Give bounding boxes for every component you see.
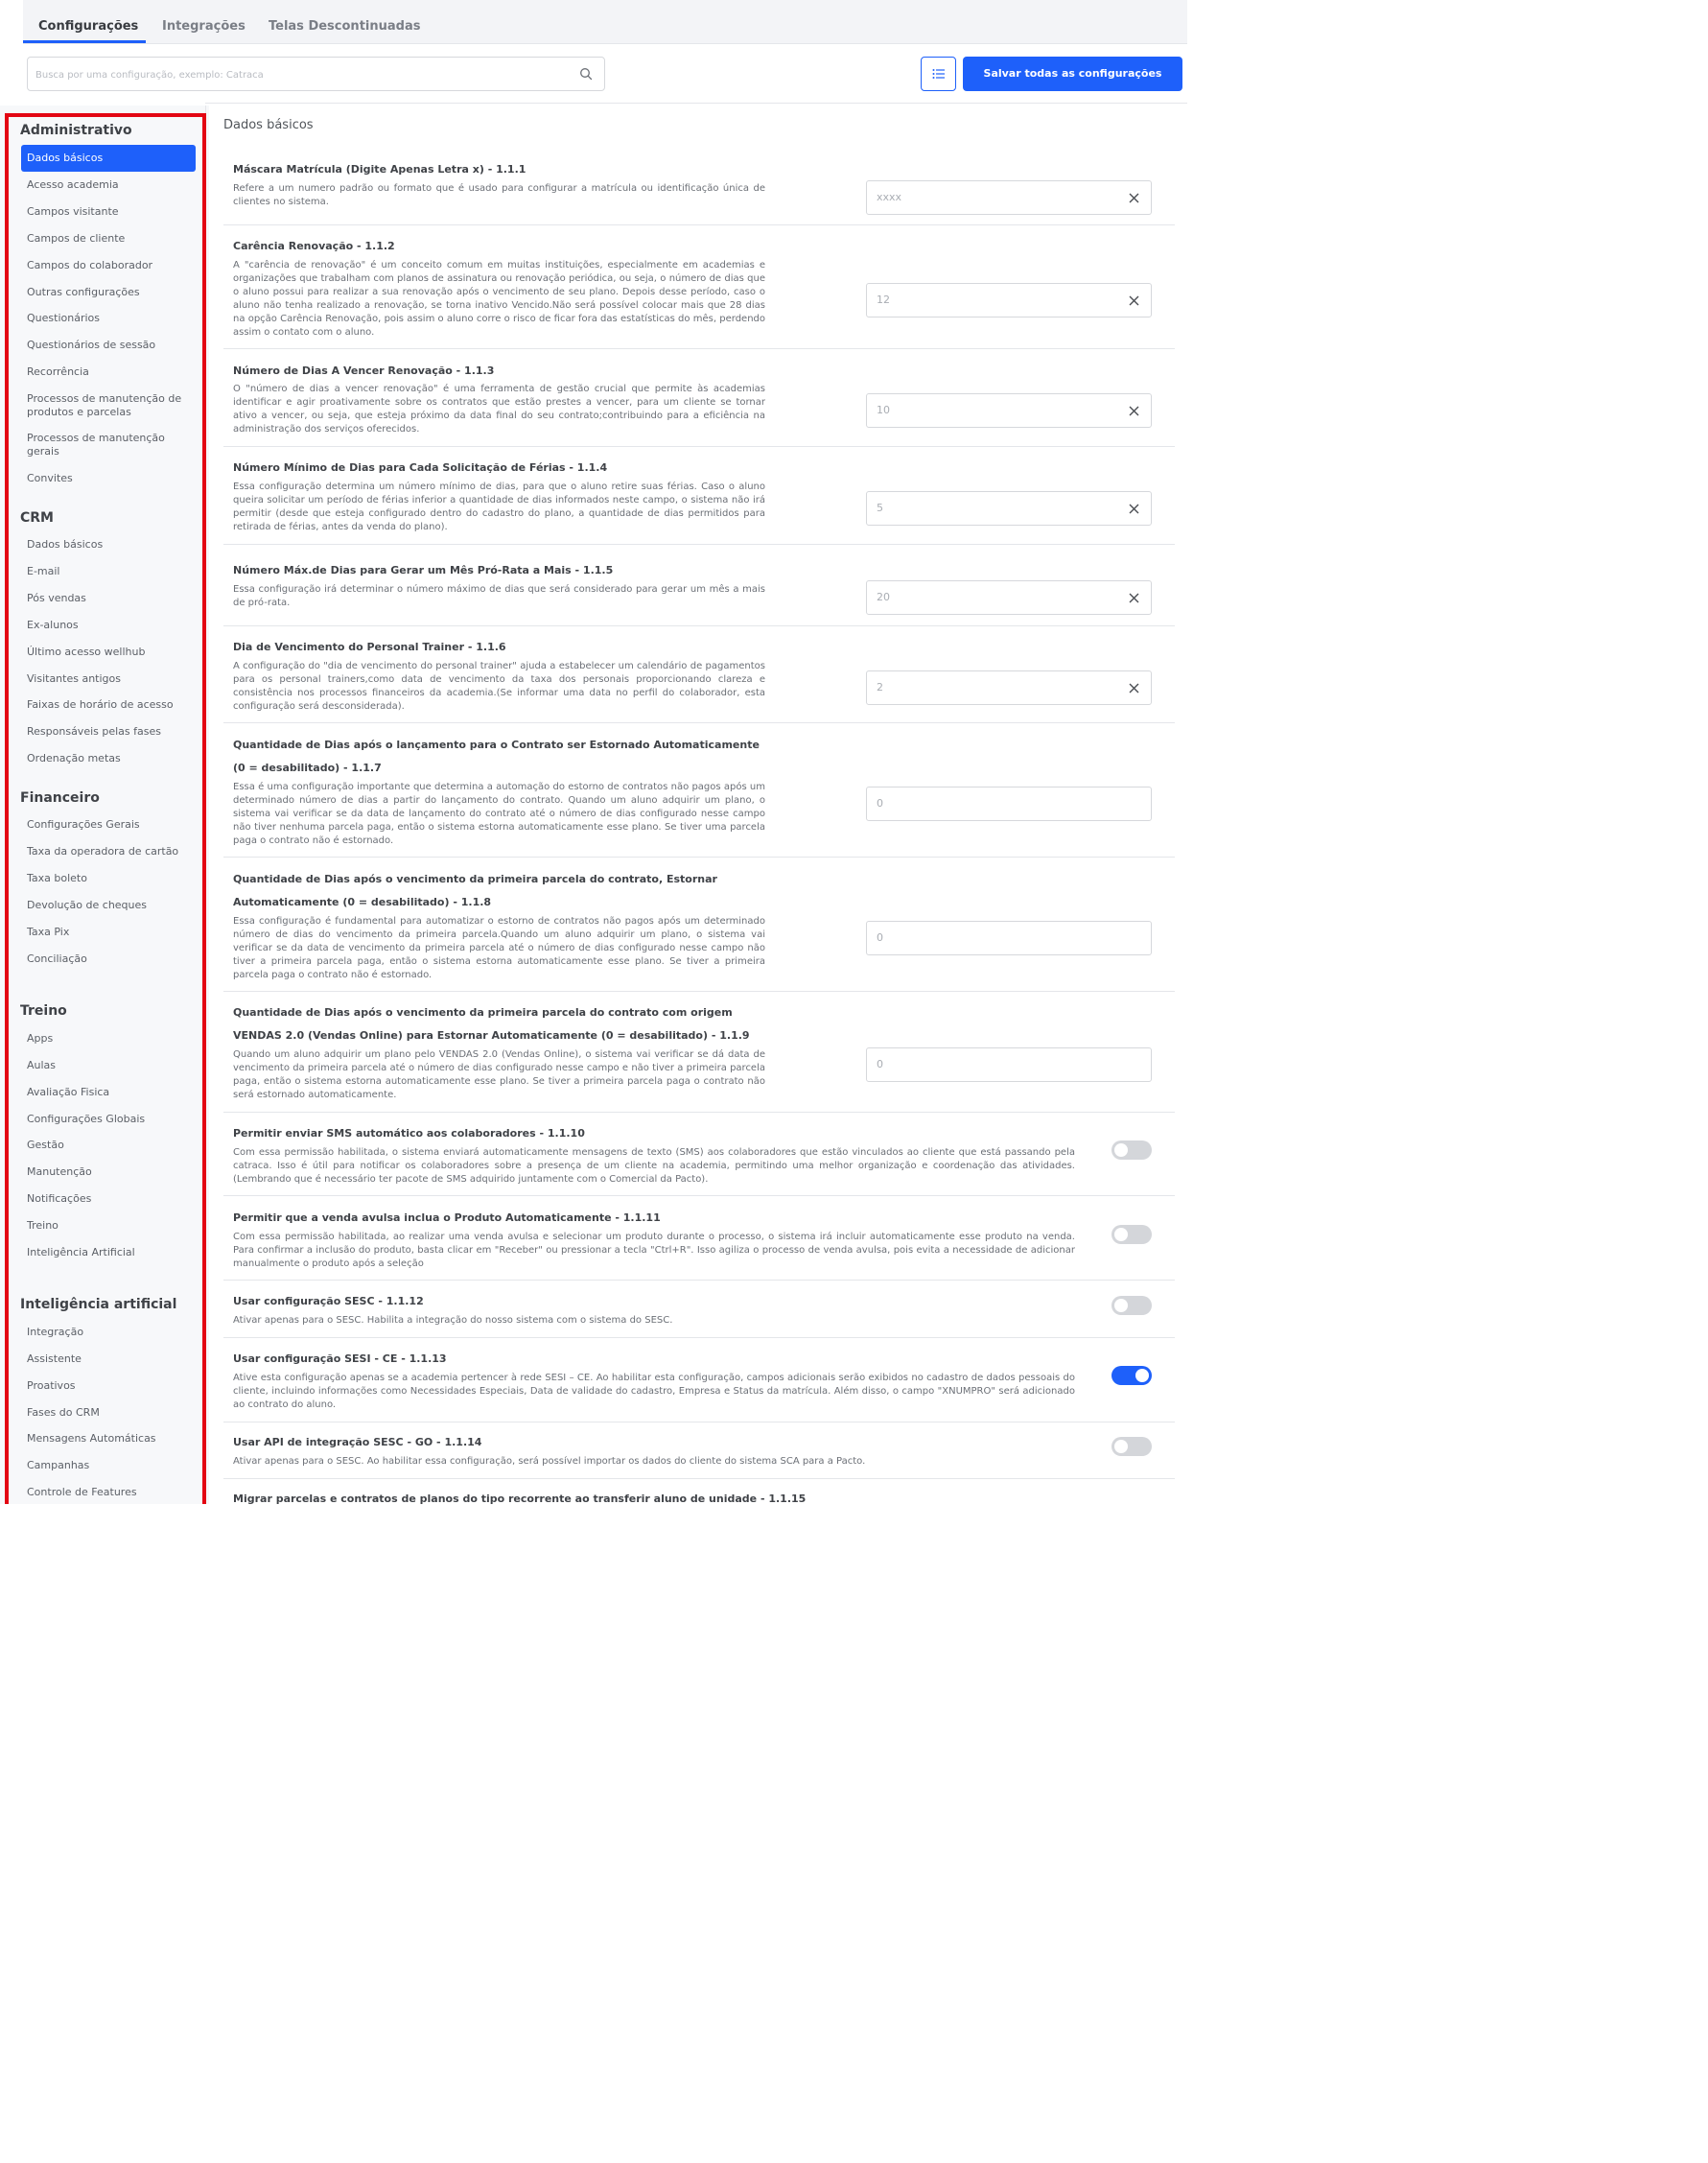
toggle-knob bbox=[1114, 1299, 1128, 1312]
setting-description: Refere a um numero padrão ou formato que é usado para configurar a matrícula ou identificação única de clientes no sistema. bbox=[233, 183, 765, 207]
sidebar-item-campos-colaborador[interactable]: Campos do colaborador bbox=[27, 259, 153, 271]
setting-divider bbox=[223, 1337, 1175, 1338]
setting-description: Com essa permissão habilitada, ao realizar uma venda avulsa e selecionar um produto durante o processo, o sistema irá incluir automaticamente esse produto na venda. Para confirmar a inclusão do produto, basta clicar em "Receber" ou pressionar a tecla "Ctrl+R". Isso agiliza o processo de venda avulsa, pois evita a necessidade de adicionar manualmente o produto após a seleção bbox=[233, 1232, 1075, 1269]
setting-title: Usar configuração SESI - CE - 1.1.13 bbox=[233, 1352, 447, 1365]
sidebar-group-inteligencia-artificial: Inteligência artificial bbox=[20, 1297, 177, 1312]
sidebar-item-configuracoes-globais[interactable]: Configurações Globais bbox=[27, 1113, 146, 1125]
sidebar-item-mensagens-automaticas[interactable]: Mensagens Automáticas bbox=[27, 1432, 156, 1445]
setting-description: Ative esta configuração apenas se a academia pertencer à rede SESI – CE. Ao habilitar esta configuração, campos adicionais serão exibidos no cadastro de dados pessoais do cliente, incluindo informações como Necessidades Especiais, Data de validade do cadastro, Empresa e Status da matrícula. Além disso, o campo "XNUMPRO" será adicionado ao contrato do aluno. bbox=[233, 1373, 1075, 1410]
setting-value-input[interactable] bbox=[866, 283, 1152, 317]
setting-title: Permitir que a venda avulsa inclua o Produto Automaticamente - 1.1.11 bbox=[233, 1211, 661, 1224]
tab-integracoes[interactable]: Integrações bbox=[162, 19, 246, 34]
setting-description: Essa configuração determina um número mínimo de dias, para que o aluno retire suas férias. Caso o aluno queira solicitar um período de férias inferior a quantidade de dias informados neste campo, o sistema não irá permitir (desde que esteja configurado dentro do cadastro do plano, a quantidade de dias permitidos para retirada de férias, antes da venda do plano). bbox=[233, 482, 765, 532]
toggle-knob bbox=[1114, 1440, 1128, 1453]
setting-divider bbox=[223, 857, 1175, 858]
sidebar-item-controle-features[interactable]: Controle de Features bbox=[27, 1486, 137, 1498]
setting-divider bbox=[223, 1478, 1175, 1479]
sidebar-item-questionarios-sessao[interactable]: Questionários de sessão bbox=[27, 339, 156, 351]
sidebar-item-devolucao-cheques[interactable]: Devolução de cheques bbox=[27, 899, 148, 911]
setting-value: 0 bbox=[877, 1058, 883, 1070]
setting-description: Essa configuração é fundamental para automatizar o estorno de contratos não pagos após um determinado número de dias do vencimento da primeira parcela.Quando um aluno adquirir um plano, o sistema vai verificar se da data de vencimento da primeira parcela até o número de dias configurado nesse campo não tiver a primeira parcela paga, então o sistema estorna automaticamente esse plano. Se tiver a primeira parcela paga o contrato não é estornado. bbox=[233, 916, 765, 980]
toggle-knob bbox=[1114, 1228, 1128, 1241]
setting-description: O "número de dias a vencer renovação" é uma ferramenta de gestão crucial que permite às academias identificar e agir proativamente sobre os contratos que estão prestes a vencer, para um cliente se tornar ativo a vencer, ou seja, que esteja próximo da data final do seu contrato;contribuindo para a eficiência na administração dos serviços oferecidos. bbox=[233, 384, 765, 435]
setting-value: 5 bbox=[877, 502, 883, 514]
setting-value-input[interactable] bbox=[866, 580, 1152, 615]
list-view-button[interactable] bbox=[921, 57, 956, 91]
close-icon[interactable] bbox=[1129, 504, 1139, 514]
close-icon[interactable] bbox=[1129, 295, 1139, 306]
sidebar-item-avaliacao-fisica[interactable]: Avaliação Fisica bbox=[27, 1086, 110, 1098]
setting-divider bbox=[223, 544, 1175, 545]
top-bar bbox=[0, 0, 1187, 104]
setting-title: Número de Dias A Vencer Renovação - 1.1.3 bbox=[233, 364, 495, 377]
setting-description: Ativar apenas para o SESC. Habilita a integração do nosso sistema com o sistema do SESC. bbox=[233, 1315, 673, 1326]
setting-description: Com essa permissão habilitada, o sistema enviará automaticamente mensagens de texto (SMS) aos colaboradores que estão vinculados ao cliente que está passando pela catraca. Isso é útil para notificar os colaboradores sobre a presença de um cliente na academia, permitindo uma melhor organização e coordenação das atividades.(Lembrando que é necessário ter pacote de SMS adquirido juntamente com o Comercial da Pacto). bbox=[233, 1147, 1075, 1185]
setting-value: 12 bbox=[877, 294, 890, 306]
sidebar-item-responsaveis-fases[interactable]: Responsáveis pelas fases bbox=[27, 725, 161, 738]
sesi-ce-toggle[interactable] bbox=[1111, 1366, 1152, 1385]
sidebar-item-treino[interactable]: Treino bbox=[27, 1219, 58, 1232]
tab-configuracoes[interactable]: Configurações bbox=[38, 19, 139, 34]
sidebar-item-ordenacao-metas[interactable]: Ordenação metas bbox=[27, 752, 121, 764]
sidebar-item-treino-ia[interactable]: Inteligência Artificial bbox=[27, 1246, 135, 1258]
setting-value-input[interactable] bbox=[866, 491, 1152, 526]
setting-value-input[interactable] bbox=[866, 670, 1152, 705]
sidebar-item-crm-dados-basicos[interactable]: Dados básicos bbox=[27, 538, 104, 551]
sidebar-item-campos-cliente[interactable]: Campos de cliente bbox=[27, 232, 126, 245]
sidebar-item-acesso-academia[interactable]: Acesso academia bbox=[27, 178, 119, 191]
setting-title: Usar API de integração SESC - GO - 1.1.14 bbox=[233, 1436, 482, 1448]
page-title: Dados básicos bbox=[223, 118, 314, 132]
sidebar-item-questionarios[interactable]: Questionários bbox=[27, 312, 100, 324]
setting-description: A configuração do "dia de vencimento do personal trainer" ajuda a estabelecer um calendário de pagamentos para os personal trainers,como data de vencimento da taxa dos personais proporcionando clareza e consistência nos processos financeiros da academia.(Se informar uma data no perfil do colaborador, esta configuração será desconsiderada). bbox=[233, 661, 765, 712]
setting-title: Número Máx.de Dias para Gerar um Mês Pró-Rata a Mais - 1.1.5 bbox=[233, 564, 614, 576]
sidebar-item-campos-visitante[interactable]: Campos visitante bbox=[27, 205, 119, 218]
sms-toggle[interactable] bbox=[1111, 1140, 1152, 1160]
setting-title: Migrar parcelas e contratos de planos do tipo recorrente ao transferir aluno de unidade - 1.1.15 bbox=[233, 1493, 807, 1505]
setting-value-input[interactable] bbox=[866, 393, 1152, 428]
sidebar-item-conciliacao[interactable]: Conciliação bbox=[27, 952, 87, 965]
setting-title: Carência Renovação - 1.1.2 bbox=[233, 240, 395, 252]
sidebar-item-ex-alunos[interactable]: Ex-alunos bbox=[27, 619, 79, 631]
setting-title: Quantidade de Dias após o vencimento da primeira parcela do contrato com origem VENDAS 2.0 (Vendas Online) para Estornar Automaticamente (0 = desabilitado) - 1.1.9 bbox=[233, 1006, 750, 1042]
setting-title: Quantidade de Dias após o lançamento para o Contrato ser Estornado Automaticamente (0 = desabilitado) - 1.1.7 bbox=[233, 739, 760, 774]
toggle-knob bbox=[1135, 1369, 1149, 1382]
close-icon[interactable] bbox=[1129, 193, 1139, 203]
sidebar-item-recorrencia[interactable]: Recorrência bbox=[27, 365, 89, 378]
setting-value-input[interactable] bbox=[866, 921, 1152, 955]
sidebar-item-taxa-pix[interactable]: Taxa Pix bbox=[27, 926, 70, 938]
close-icon[interactable] bbox=[1129, 683, 1139, 694]
sidebar-item-gestao[interactable]: Gestão bbox=[27, 1139, 64, 1151]
setting-description: Essa é uma configuração importante que determina a automação do estorno de contratos não pagos após um determinado número de dias a partir do lançamento do contrato. Quando um aluno adquirir um plano, o sistema vai verificar se da data de lançamento do contrato até o número de dias configurado nesse campo não tiver nenhuma parcela paga, então o sistema estorna automaticamente esse plano. Se tiver uma parcela paga o contrato não é estornado. bbox=[233, 782, 765, 846]
setting-value: 2 bbox=[877, 681, 883, 694]
setting-title: Quantidade de Dias após o vencimento da primeira parcela do contrato, Estornar Automaticamente (0 = desabilitado) - 1.1.8 bbox=[233, 873, 717, 908]
setting-description: A "carência de renovação" é um conceito comum em muitas instituições, especialmente em academias e organizações que trabalham com planos de assinatura ou renovação periódica, ou seja, o número de dias que o aluno possui para realizar a sua renovação após o vencimento de seu plano. Depois desse período, caso o aluno não tenha realizado a renovação, se torna inativo Vencido.Não será possível colocar mais que 28 dias na opção Carência Renovação, pois assim o aluno corre o risco de ficar fora das estatísticas do mês, perdendo assim o contato com o aluno. bbox=[233, 260, 765, 338]
sidebar-item-notificacoes[interactable]: Notificações bbox=[27, 1192, 92, 1205]
sidebar-item-taxa-operadora-cartao[interactable]: Taxa da operadora de cartão bbox=[27, 845, 179, 858]
setting-value: 0 bbox=[877, 931, 883, 944]
tab-telas-descontinuadas[interactable]: Telas Descontinuadas bbox=[269, 19, 421, 34]
setting-description: Ativar apenas para o SESC. Ao habilitar essa configuração, será possível importar os dados do cliente do sistema SCA para a Pacto. bbox=[233, 1456, 866, 1467]
setting-divider bbox=[223, 1280, 1175, 1281]
tabs-divider bbox=[23, 43, 1187, 44]
list-icon bbox=[932, 68, 946, 80]
sidebar-item-pos-vendas[interactable]: Pós vendas bbox=[27, 592, 86, 604]
sidebar-item-aulas[interactable]: Aulas bbox=[27, 1059, 57, 1071]
sidebar-item-taxa-boleto[interactable]: Taxa boleto bbox=[27, 872, 87, 884]
search-icon[interactable] bbox=[579, 67, 593, 81]
sidebar-group-treino: Treino bbox=[20, 1003, 67, 1019]
sidebar-item-faixas-horario[interactable]: Faixas de horário de acesso bbox=[27, 698, 174, 711]
setting-title: Máscara Matrícula (Digite Apenas Letra x) - 1.1.1 bbox=[233, 163, 526, 176]
sidebar-highlight-frame bbox=[5, 113, 206, 1504]
setting-divider bbox=[223, 722, 1175, 723]
sidebar-item-dados-basicos[interactable]: Dados básicos bbox=[21, 145, 196, 172]
setting-value: xxxx bbox=[877, 191, 902, 203]
search-input[interactable] bbox=[35, 65, 573, 84]
sidebar-item-assistente[interactable]: Assistente bbox=[27, 1352, 82, 1365]
sidebar-item-outras-configuracoes[interactable]: Outras configurações bbox=[27, 286, 140, 298]
sidebar-item-apps[interactable]: Apps bbox=[27, 1032, 54, 1045]
setting-divider bbox=[223, 446, 1175, 447]
sidebar-group-crm: CRM bbox=[20, 510, 54, 526]
sidebar-item-ultimo-acesso-wellhub[interactable]: Último acesso wellhub bbox=[27, 646, 146, 658]
sidebar-item-campanhas[interactable]: Campanhas bbox=[27, 1459, 90, 1471]
save-all-button[interactable]: Salvar todas as configurações bbox=[963, 57, 1182, 91]
setting-title: Dia de Vencimento do Personal Trainer - 1.1.6 bbox=[233, 641, 506, 653]
sidebar-item-convites[interactable]: Convites bbox=[27, 472, 73, 484]
setting-divider bbox=[223, 1195, 1175, 1196]
setting-value: 10 bbox=[877, 404, 890, 416]
setting-divider bbox=[223, 1112, 1175, 1113]
sidebar-item-manutencao-produtos-parcelas[interactable]: Processos de manutenção de produtos e parcelas bbox=[27, 392, 182, 418]
setting-description: Quando um aluno adquirir um plano pelo VENDAS 2.0 (Vendas Online), o sistema vai verificar se dá data de vencimento da primeira parcela até o número de dias configurado nesse campo e não tiver a primeira parcela paga, então o sistema estorna automaticamente esse plano. Se tiver a primeira parcela paga o contrato não será estornado automaticamente. bbox=[233, 1049, 765, 1100]
close-icon[interactable] bbox=[1129, 406, 1139, 416]
sidebar-group-administrativo: Administrativo bbox=[20, 123, 132, 138]
setting-title: Usar configuração SESC - 1.1.12 bbox=[233, 1295, 424, 1307]
sidebar-item-proativos[interactable]: Proativos bbox=[27, 1379, 76, 1392]
search-box[interactable] bbox=[27, 57, 605, 91]
setting-value-input[interactable] bbox=[866, 180, 1152, 215]
sesc-go-toggle[interactable] bbox=[1111, 1437, 1152, 1456]
sidebar-group-financeiro: Financeiro bbox=[20, 790, 100, 806]
setting-title: Número Mínimo de Dias para Cada Solicitação de Férias - 1.1.4 bbox=[233, 461, 608, 474]
toggle-knob bbox=[1114, 1143, 1128, 1157]
setting-divider bbox=[223, 224, 1175, 225]
setting-divider bbox=[223, 991, 1175, 992]
sidebar-item-configuracoes-gerais[interactable]: Configurações Gerais bbox=[27, 818, 140, 831]
setting-description: Essa configuração irá determinar o número máximo de dias que será considerado para gerar um mês a mais de pró-rata. bbox=[233, 584, 765, 608]
venda-avulsa-toggle[interactable] bbox=[1111, 1225, 1152, 1244]
setting-divider bbox=[223, 348, 1175, 349]
sidebar-item-visitantes-antigos[interactable]: Visitantes antigos bbox=[27, 672, 121, 685]
sidebar-item-email[interactable]: E-mail bbox=[27, 565, 60, 577]
setting-title: Permitir enviar SMS automático aos colaboradores - 1.1.10 bbox=[233, 1127, 585, 1140]
sidebar-item-fases-crm[interactable]: Fases do CRM bbox=[27, 1406, 100, 1419]
setting-value-input[interactable] bbox=[866, 787, 1152, 821]
header-divider bbox=[205, 103, 1187, 104]
sesc-toggle[interactable] bbox=[1111, 1296, 1152, 1315]
close-icon[interactable] bbox=[1129, 593, 1139, 603]
setting-value: 20 bbox=[877, 591, 890, 603]
setting-divider bbox=[223, 625, 1175, 626]
sidebar-item-integracao[interactable]: Integração bbox=[27, 1326, 84, 1338]
setting-value-input[interactable] bbox=[866, 1047, 1152, 1082]
sidebar-item-manutencao[interactable]: Manutenção bbox=[27, 1165, 92, 1178]
setting-value: 0 bbox=[877, 797, 883, 810]
sidebar-item-manutencao-gerais[interactable]: Processos de manutenção gerais bbox=[27, 432, 165, 458]
